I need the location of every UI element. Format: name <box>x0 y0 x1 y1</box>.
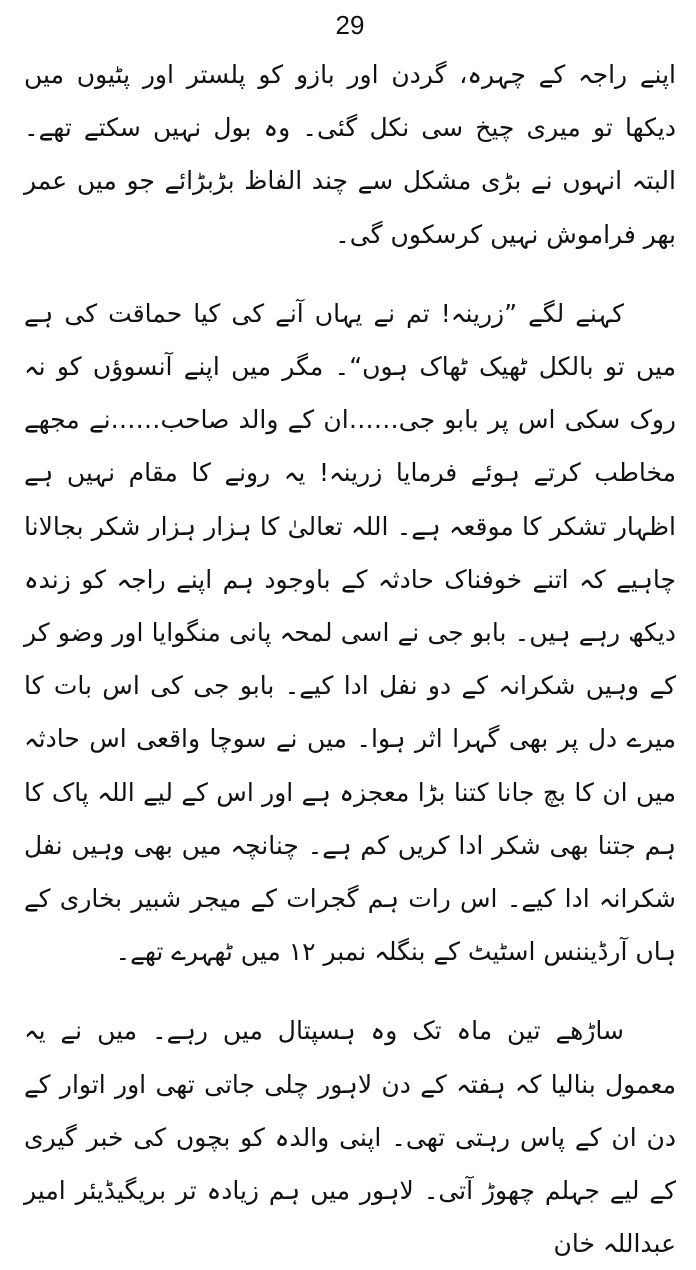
page-body <box>24 48 676 1270</box>
paragraph-2: کہنے لگے ”زرینہ! تم نے یہاں آنے کی کیا حماقت کی ہے میں تو بالکل ٹھیک ٹھاک ہوں“۔ مگر میں اپنے آنسوؤں کو نہ روک سکی اس پر بابو جی……ان کے والد صاحب……نے مجھے مخاطب کرتے ہوئے فرمایا زرینہ! یہ رونے کا مقام نہیں ہے اظہار تشکر کا موقعہ ہے۔ اللہ تعالیٰ کا ہزار ہزار شکر بجالانا چاہیے کہ اتنے خوفناک حادثہ کے باوجود ہم اپنے راجہ کو زندہ دیکھ رہے ہیں۔ بابو جی نے اسی لمحہ پانی منگوایا اور وضو کر کے وہیں شکرانہ کے دو نفل ادا کیے۔ بابو جی کی اس بات کا میرے دل پر بھی گہرا اثر ہوا۔ میں نے سوچا واقعی اس حادثہ میں ان کا بچ جانا کتنا بڑا معجزہ ہے اور اس کے لیے اللہ پاک کا ہم جتنا بھی شکر ادا کریں کم ہے۔ چنانچہ میں بھی وہیں نفل شکرانہ ادا کیے۔ اس رات ہم گجرات کے میجر شبیر بخاری کے ہاں آرڈیننس اسٹیٹ کے بنگلہ نمبر ۱۲ میں ٹھہرے تھے۔ <box>24 298 676 967</box>
page-number: 29 <box>335 10 365 40</box>
paragraph-3: ساڑھے تین ماہ تک وہ ہسپتال میں رہے۔ میں نے یہ معمول بنالیا کہ ہفتہ کے دن لاہور چلی جاتی تھی اور اتوار کے دن ان کے پاس رہتی تھی۔ اپنی والدہ کو بچوں کی خبر گیری کے لیے جہلم چھوڑ آتی۔ لاہور میں ہم زیادہ تر بریگیڈیئر امیر عبداللہ خان <box>24 1016 676 1259</box>
paragraph-1: اپنے راجہ کے چہرہ، گردن اور بازو کو پلستر اور پٹیوں میں دیکھا تو میری چیخ سی نکل گئی۔ وہ بول نہیں سکتے تھے۔ البتہ انہوں نے بڑی مشکل سے چند الفاظ بڑبڑائے جو میں عمر بھر فراموش نہیں کرسکوں گی۔ <box>24 60 676 249</box>
